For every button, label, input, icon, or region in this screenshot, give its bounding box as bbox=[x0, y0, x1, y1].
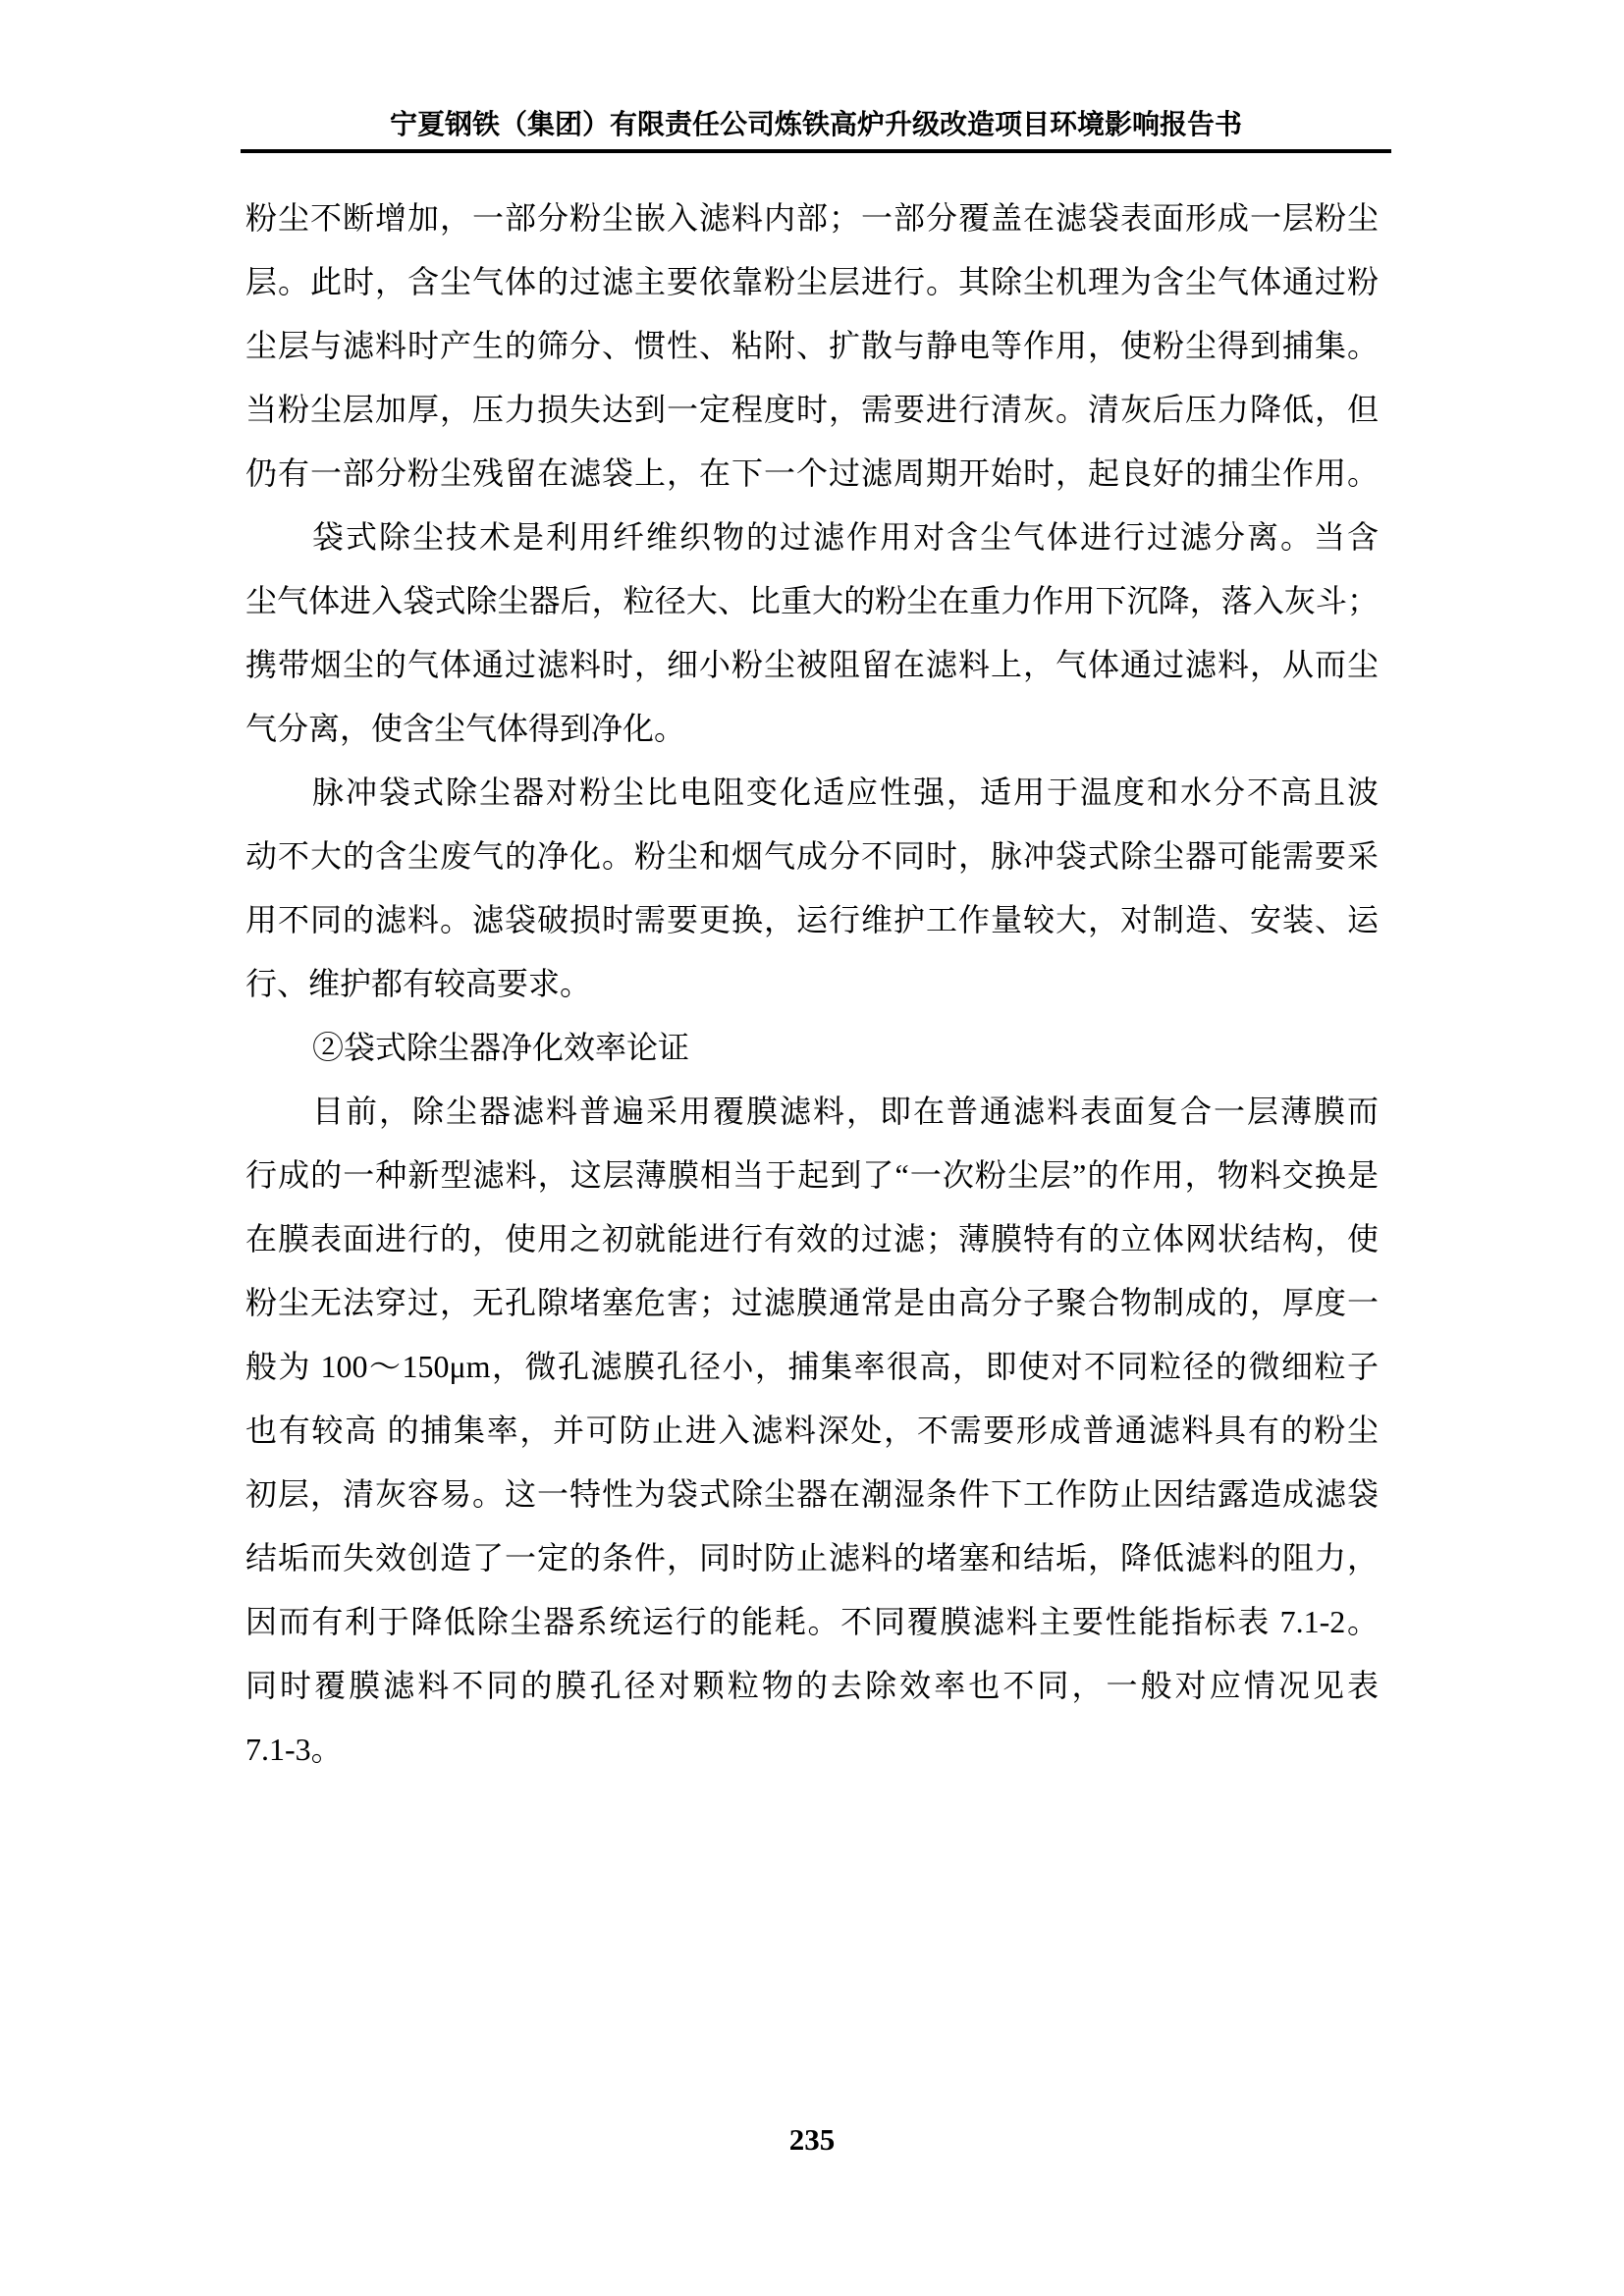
text-line: 动不大的含尘废气的净化。粉尘和烟气成分不同时，脉冲袋式除尘器可能需要采 bbox=[245, 838, 1379, 874]
text-line: 行、维护都有较高要求。 bbox=[245, 966, 592, 1001]
page-footer bbox=[0, 2120, 1624, 2160]
text-line: 结垢而失效创造了一定的条件，同时防止滤料的堵塞和结垢，降低滤料的阻力， bbox=[245, 1540, 1379, 1575]
page-header bbox=[241, 111, 1391, 153]
text-line: 行成的一种新型滤料，这层薄膜相当于起到了“一次粉尘层”的作用，物料交换是 bbox=[245, 1157, 1379, 1193]
text-line: 同时覆膜滤料不同的膜孔径对颗粒物的去除效率也不同，一般对应情况见表 bbox=[245, 1668, 1379, 1703]
text-line: 脉冲袋式除尘器对粉尘比电阻变化适应性强，适用于温度和水分不高且波 bbox=[312, 774, 1379, 810]
text-line: 携带烟尘的气体通过滤料时，细小粉尘被阻留在滤料上，气体通过滤料，从而尘 bbox=[245, 647, 1379, 682]
text-line: 在膜表面进行的，使用之初就能进行有效的过滤；薄膜特有的立体网状结构，使 bbox=[245, 1221, 1379, 1256]
text-line: 尘气体进入袋式除尘器后，粒径大、比重大的粉尘在重力作用下沉降，落入灰斗； bbox=[245, 583, 1379, 618]
text-line: 袋式除尘技术是利用纤维织物的过滤作用对含尘气体进行过滤分离。当含 bbox=[312, 519, 1379, 555]
page-number: 235 bbox=[788, 2122, 836, 2157]
body-text bbox=[245, 187, 1379, 1782]
text-line: 尘层与滤料时产生的筛分、惯性、粘附、扩散与静电等作用，使粉尘得到捕集。 bbox=[245, 328, 1379, 363]
text-line: 当粉尘层加厚，压力损失达到一定程度时，需要进行清灰。清灰后压力降低，但 bbox=[245, 392, 1379, 427]
text-line: 用不同的滤料。滤袋破损时需要更换，运行维护工作量较大，对制造、安装、运 bbox=[245, 902, 1379, 937]
text-line: 因而有利于降低除尘器系统运行的能耗。不同覆膜滤料主要性能指标表 7.1-2。 bbox=[245, 1604, 1379, 1639]
text-line: 粉尘无法穿过，无孔隙堵塞危害；过滤膜通常是由高分子聚合物制成的，厚度一 bbox=[245, 1285, 1379, 1320]
text-line: 层。此时，含尘气体的过滤主要依靠粉尘层进行。其除尘机理为含尘气体通过粉 bbox=[245, 264, 1379, 299]
text-line: 气分离，使含尘气体得到净化。 bbox=[245, 711, 686, 746]
text-line: ②袋式除尘器净化效率论证 bbox=[312, 1030, 690, 1065]
text-line: 仍有一部分粉尘残留在滤袋上，在下一个过滤周期开始时，起良好的捕尘作用。 bbox=[245, 455, 1379, 491]
text-line: 粉尘不断增加，一部分粉尘嵌入滤料内部；一部分覆盖在滤袋表面形成一层粉尘 bbox=[245, 200, 1379, 236]
text-line: 7.1-3。 bbox=[245, 1732, 343, 1767]
header-title: 宁夏钢铁（集团）有限责任公司炼铁高炉升级改造项目环境影响报告书 bbox=[389, 110, 1242, 140]
text-line: 目前，除尘器滤料普遍采用覆膜滤料，即在普通滤料表面复合一层薄膜而 bbox=[312, 1094, 1379, 1129]
text-line: 也有较高 的捕集率，并可防止进入滤料深处，不需要形成普通滤料具有的粉尘 bbox=[245, 1413, 1379, 1448]
text-line: 初层，清灰容易。这一特性为袋式除尘器在潮湿条件下工作防止因结露造成滤袋 bbox=[245, 1476, 1379, 1512]
text-line: 般为 100～150μm，微孔滤膜孔径小，捕集率很高，即使对不同粒径的微细粒子 bbox=[245, 1349, 1379, 1384]
